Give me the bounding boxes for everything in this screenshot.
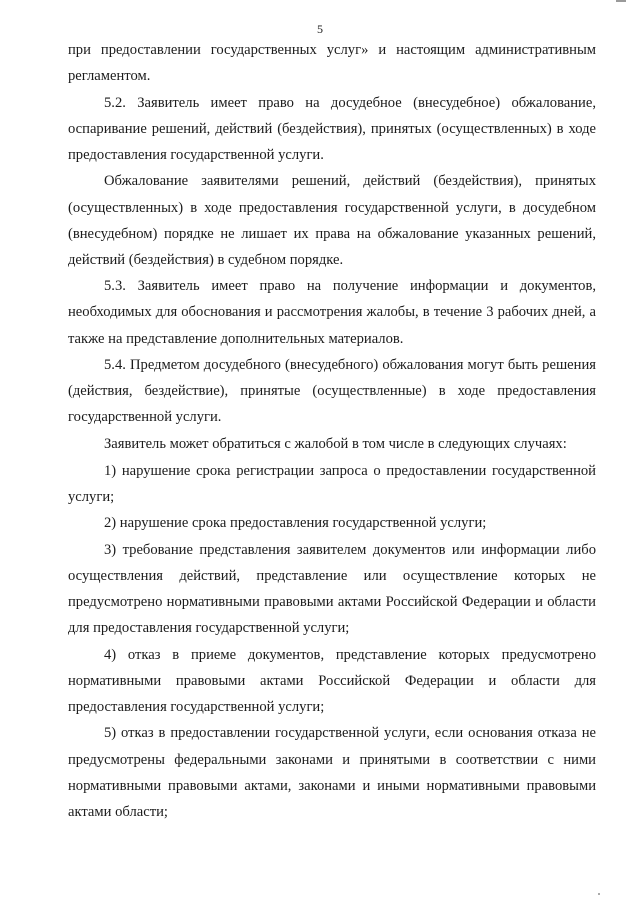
list-item-4: 4) отказ в приеме документов, представление которых предусмотрено нормативными правовыми актами Российской Федерации и области для предоставления государственной услуги; (68, 646, 596, 715)
list-item-2: 2) нарушение срока предоставления государственной услуги; (104, 515, 487, 532)
paragraph-5-3: 5.3. Заявитель имеет право на получение информации и документов, необходимых для обоснования и рассмотрения жалобы, в течение 3 рабочих дней, а также на представление дополнительных материалов. (68, 278, 596, 347)
scan-edge-mark (616, 0, 626, 2)
paragraph-continuation: при предоставлении государственных услуг» и настоящим административным регламентом. (68, 42, 596, 85)
document-body (68, 37, 596, 825)
list-item-3: 3) требование представления заявителем документов или информации либо осуществления действий, представление или осуществление которых не предусмотрено нормативными правовыми актами Российской Федерации и области для предоставления государственной услуги; (68, 541, 596, 637)
list-item-1: 1) нарушение срока регистрации запроса о предоставлении государственной услуги; (68, 462, 596, 505)
list-item-5: 5) отказ в предоставлении государственной услуги, если основания отказа не предусмотрены федеральными законами и принятыми в соответствии с ними нормативными правовыми актами, законами и иными нормативными правовыми актами области; (68, 725, 596, 820)
paragraph-cases-intro: Заявитель может обратиться с жалобой в том числе в следующих случаях: (104, 435, 567, 452)
scan-dust-mark (598, 893, 600, 895)
paragraph-5-2: 5.2. Заявитель имеет право на досудебное (внесудебное) обжалование, оспаривание решений, действий (бездействия), принятых (осуществленных) в ходе предоставления государственной услуги. (68, 94, 596, 163)
paragraph-5-4: 5.4. Предметом досудебного (внесудебного) обжалования могут быть решения (действия, бездействие), принятые (осуществленные) в ходе предоставления государственной услуги. (68, 357, 596, 426)
page-number: 5 (317, 22, 323, 36)
paragraph-appeal-rights: Обжалование заявителями решений, действий (бездействия), принятых (осуществленных) в ходе предоставления государственной услуги, в досудебном (внесудебном) порядке не лишает их права на обжалование указанных решений, действий (бездействия) в судебном порядке. (68, 173, 596, 268)
